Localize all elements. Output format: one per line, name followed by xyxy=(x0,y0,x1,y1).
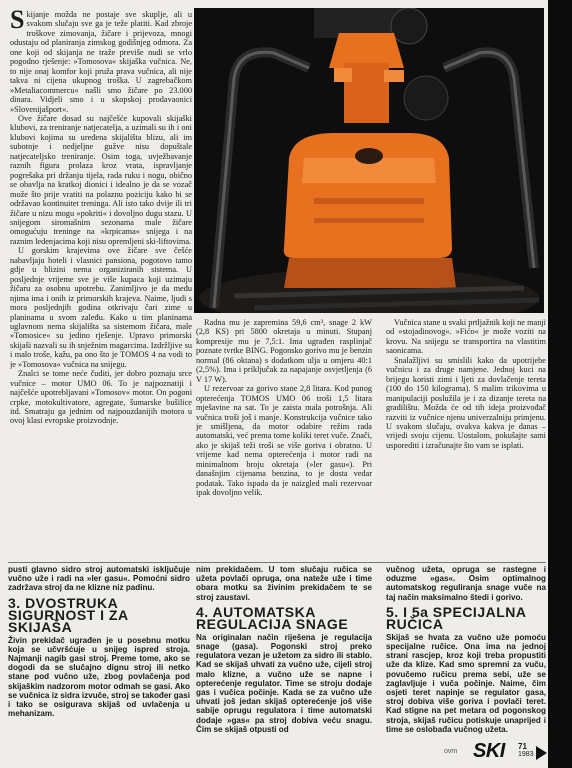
page-footer xyxy=(440,742,548,764)
manual-column-3 xyxy=(386,565,546,745)
section-divider xyxy=(8,562,546,563)
page-edge-bar xyxy=(548,0,572,768)
article-paragraph: U gorskim krajevima ove žičare sve češće nabavljaju hoteli i vlasnici pansiona, pogotovo tamo gdje u blizini nema organiziranih sistema. U posljednje vrijeme sve je više kupaca koji uzimaju žičaru za osobnu upotrebu. Zanimljivo je da među njima ima i onih iz primorskih krajeva. Naime, ljudi s mora posljednjih godina otkrivaju čari zime u planinama u svom zaleđu. Kako u tim planinama uglavnom nema skijališta sa sistemom žičara, male »Tomosice« su jedino rješenje. Upravo primorski skijaši nazvali su ih snježnim magarcima. Izdržljive su i malo troše, kažu, pa ono što je TOMOS 4 na vodi to je »Tomosova« vučnica na snijegu. xyxy=(10,246,192,369)
manual-paragraph: vučnog užeta, opruga se rastegne i oduzme »gas«. Osim optimalnog automatskog reguliranja snage vuče na taj način maksimalno štedi i gorivo. xyxy=(386,565,546,602)
section-heading-3: 3. DVOSTRUKA SIGURNOST I ZA SKIJAŠA xyxy=(8,594,129,635)
drop-cap: S xyxy=(10,10,25,34)
manual-paragraph: nim prekidačem. U tom slučaju ručica se užeta povlači opruga, ona nateže uže i time obara motku sa živinim prekidačem te se stroj zaustavi. xyxy=(196,565,372,602)
issue-year: 1983 xyxy=(518,751,534,758)
ski-lift-photo xyxy=(194,8,544,313)
article-paragraph: Vučnica stane u svaki prtljažnik koji ne manji od »stojadinovog«. »Fićo« je može voziti na krovu. Na snijegu se transportira na vlastitim saonicama. xyxy=(386,318,546,356)
section-heading-5: 5. I 5a SPECIJALNA RUČICA xyxy=(386,603,526,632)
article-column-2 xyxy=(196,318,372,560)
manual-paragraph: Skijaš se hvata za vučno uže pomoću specijalne ručice. Ona ima na jednoj strani rascjep, kroz koji treba propustiti uže da klize. Kad smo spremni za vuču, povučemo ručicu prema sebi, uže se zaglavljuje i vuča počinje. Naime, čim osjeti teret napinje se regulator gasa, stroj dobiva više goriva i povlači teret. Kad stigne na pet metara od pogonskog stroja, skijaš ručicu potiskuje unaprijed i time se oslobađa vučnog užeta. xyxy=(386,632,546,734)
article-paragraph: Znalci se tome neće čuditi, jer dobro poznaju srce vučnice – motor UMO 06. To je najpoznatiji i najčešće upotrebljavani »Tomosov« motor. On pogoni crpke, motokultivatore, agregate, šumarske bušilice itd. Smatraju ga jednim od najpouzdanijih motora u ovoj klasi evropske proizvodnje. xyxy=(10,369,192,426)
manual-column-2 xyxy=(196,565,372,765)
next-page-arrow-icon xyxy=(536,746,547,760)
magazine-logo: SKI xyxy=(473,740,505,762)
article-paragraph: U rezervoar za gorivo stane 2,8 litara. Kod punog opterećenja TOMOS UMO 06 troši 1,5 litara mješavine na sat. To je zaista mala potrošnja. Ali vučnica troši još i manje. Konstrukcija vučnice tako je smišljena, da motor odabire režim rada automatski, već prema tome koliki teret vuče. Znači, ako je skijaš teži troši se više goriva i obratno. U vrijeme kad nema opterećenja i motor radi na minimalnom broju okretaja (»ler gasu«). Pri današnjim cijenama benzina, to je dosta vedar podatak. Tako ispada da je naizgled mali rezervoar ipak dovoljno velik. xyxy=(196,384,372,498)
section-heading-4: 4. AUTOMATSKA REGULACIJA SNAGE xyxy=(196,603,349,632)
article-paragraph: Snalažljivi su smislili kako da upotrijebe vučnicu i za druge namjene. Jednoj kuci na brijegu koristi zimi i ljeti za dovlačenje tereta (100 do 150 kilograma). S malim trikovima u manipulaciji poslužila je i za dizanje tereta na gradilištu. Možda će od tih ideja proizvođač razviti iz vučnice njenu univerzalniju primjenu. U svakom slučaju, ovakva kakva je danas – vrijedi svoju cijenu. Uostalom, pokušajte sami usporediti i izračunajte što vam se isplati. xyxy=(386,355,546,450)
ski-lift-illustration xyxy=(194,8,544,313)
manual-paragraph: pusti glavno sidro stroj automatski isključuje vučno uže i radi na »ler gasu«. Pomoćni sidro zadržava stroj da ne klizne niz padinu. xyxy=(8,565,190,593)
manual-column-1 xyxy=(8,565,190,765)
article-paragraph: Skijanje možda ne postaje sve skuplje, ali u svakom slučaju sve ga je teže platiti. Kad zbroje troškove zimovanja, žičare i prijevoza, mnogi odustaju od planiranja zimskog godišnjeg odmora. Za one koji od skijanja ne traže previše nudi se vrlo pogodno rješenje: »Tomosova« skijaška vučnica. Ne, to nije onaj komfor koji pruža prava vučnica, ali nije takva ni cijena ukupnog troška. U zagrebačkom »Metaliacommercu« našli smo žičare po 23.000 dinara. Vidjeli smo i u skopskoj prodavaonici »Slovenijašport«. xyxy=(10,10,192,114)
footer-small-logo: ovm xyxy=(444,748,458,755)
manual-paragraph: Na originalan način riješena je regulacija snage (gasa). Pogonski stroj preko regulatora vezan je užetom za sidro ili stablo. Kad se skijaš uhvati za vučno uže, cijeli stroj malo klizne, a vučno uže se napne i opterećenje regulator. Time se stroju dodaje gas i vučica počinje. Kada se za vučno uže uhvati još jedan skijaš opterećenje još više sabije oprugu regulatora i time automatski dodaje »gas« pa stroj dobiva veću snagu. Čim se skijaš otpusti od xyxy=(196,632,372,734)
article-paragraph: Radna mu je zapremina 59,6 cm³, snage 2 kW (2,8 KS) pri 5800 okretaja u minuti. Stupanj kompresije mu je 7,5:1. Ima ugrađen rasplinjač poznate tvrtke BING. Pogonsko gorivo mu je benzin normal (86 oktana) s dodatkom ulja u omjeru 40:1 (2,5%). Ima i priključak za napajanje osvjetljenja (6 V 17 W). xyxy=(196,318,372,384)
article-column-3 xyxy=(386,318,546,498)
article-column-1 xyxy=(10,10,192,558)
article-paragraph: Ove žičare dosad su najčešće kupovali skijaški klubovi, za treniranje natjecatelja, a uzimali su ih i oni klubovi kojima su uređena skijališta blizu, ali im subotnje i nedjeljne gužve nisu dopuštale natjecateljsko treniranje. Osim toga, uvježbavanje raznih figura prolaza kroz vrata, ispravljanje pogrešaka pri držanju tijela, rada ruku i nogu, obično se obavlja na kratkoj dionici i idealno je da se vozač može što prije vratiti na polaznu poziciju kako bi se održavao kontinuitet treninga. Ali isto tako dvije ili tri žičare u nizu mogu »pokriti« i dovoljno dugu stazu. U snijegom siromašnim sezonama male žičare omogućuju treninge na »krpicama« snijega i na raznim ledenjacima koji nisu opremljeni ski-liftovima. xyxy=(10,113,192,246)
manual-paragraph: Živin prekidač ugrađen je u posebnu motku koja se učvršćuje u snijeg ispred stroja. Najmanji nagib gasi stroj. Preme tome, ako se dogodi da se slučajno dignu stroj ili netko stane pod vučno uže, zbog povlačenja pod skijaškim nadzorom motor odmah se gasi. Ako se vučnica iz sidra izvuče, stroj se također gasi i tako se osigurava skijaš od uvlačenja u mehanizam. xyxy=(8,635,190,719)
page-number: 71 xyxy=(518,742,527,751)
